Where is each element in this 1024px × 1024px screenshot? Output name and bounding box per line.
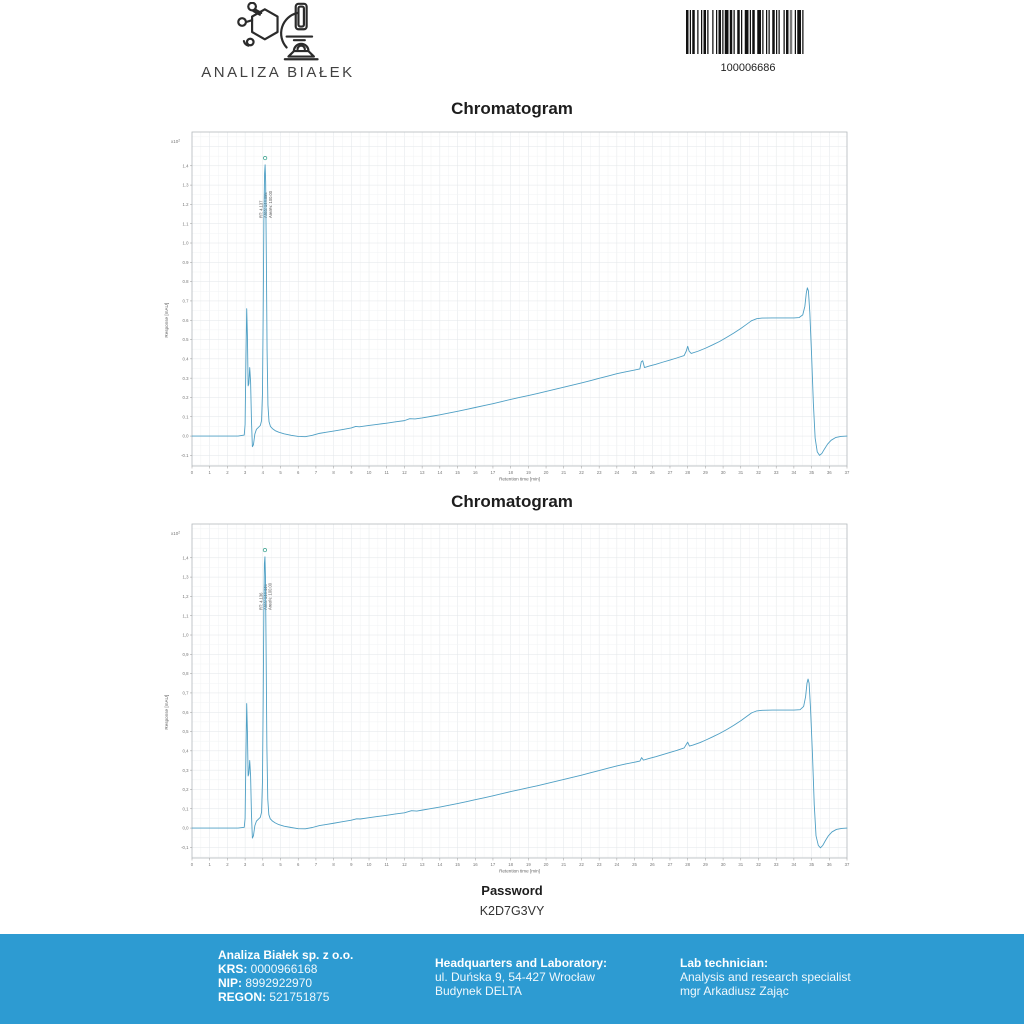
svg-text:Area%: 100.00: Area%: 100.00 [267, 582, 273, 610]
svg-text:0.3: 0.3 [182, 375, 189, 381]
svg-text:0,0: 0,0 [182, 825, 189, 831]
krs-value: 0000966168 [247, 962, 318, 976]
svg-text:6: 6 [297, 470, 300, 475]
svg-text:12: 12 [402, 862, 407, 867]
footer-company-info [218, 948, 353, 1004]
svg-text:0,2: 0,2 [182, 787, 189, 793]
svg-text:1.0: 1.0 [182, 240, 189, 246]
chromatogram-plot-2 [160, 519, 860, 884]
svg-text:1,0: 1,0 [182, 632, 189, 638]
svg-text:13: 13 [419, 862, 425, 867]
svg-text:3: 3 [243, 862, 247, 867]
chart-title: Chromatogram [451, 492, 573, 511]
svg-text:24: 24 [614, 470, 620, 475]
svg-text:13: 13 [419, 470, 425, 475]
svg-text:31: 31 [738, 470, 744, 475]
svg-text:1,4: 1,4 [182, 555, 189, 561]
company-name: Analiza Białek sp. z o.o. [218, 948, 354, 962]
svg-text:20: 20 [543, 862, 549, 867]
svg-text:19: 19 [525, 862, 531, 867]
svg-text:1,2: 1,2 [182, 593, 189, 599]
footer-technician [680, 956, 851, 998]
logo [198, 2, 358, 81]
svg-text:22: 22 [579, 470, 584, 475]
svg-text:RT: 4.136: RT: 4.136 [258, 592, 264, 610]
nip-label: NIP: [218, 976, 242, 990]
chart-title: Chromatogram [451, 99, 573, 118]
svg-text:Response [mAU]: Response [mAU] [164, 694, 169, 730]
svg-text:29: 29 [702, 862, 708, 867]
svg-text:9: 9 [350, 862, 353, 867]
svg-text:0.1: 0.1 [182, 414, 189, 420]
svg-text:Area: 144.986: Area: 144.986 [263, 192, 269, 218]
svg-text:27: 27 [667, 470, 673, 475]
svg-text:5: 5 [279, 862, 282, 867]
svg-text:Area: 144.446: Area: 144.446 [263, 584, 269, 610]
svg-text:x102: $x10^2$ [171, 138, 181, 144]
svg-text:0.8: 0.8 [182, 279, 189, 285]
svg-text:0.0: 0.0 [182, 433, 189, 439]
svg-text:10: 10 [366, 862, 372, 867]
svg-text:18: 18 [508, 470, 514, 475]
company-regon [218, 990, 353, 1004]
svg-text:Retention time [min]: Retention time [min] [499, 476, 540, 482]
svg-text:RT: 4.137: RT: 4.137 [258, 200, 264, 218]
svg-text:1: 1 [208, 470, 211, 475]
svg-text:9: 9 [350, 470, 353, 475]
headquarters-heading: Headquarters and Laboratory: [435, 956, 608, 970]
svg-text:17: 17 [490, 470, 496, 475]
regon-value: 521751875 [266, 990, 330, 1004]
svg-text:29: 29 [702, 470, 708, 475]
svg-text:-0,1: -0,1 [181, 844, 189, 850]
svg-text:5: 5 [279, 470, 282, 475]
regon-label: REGON: [218, 990, 266, 1004]
svg-text:21: 21 [561, 470, 567, 475]
barcode-number: 100006686 [720, 62, 776, 74]
svg-text:34: 34 [791, 862, 797, 867]
svg-text:1.1: 1.1 [182, 221, 189, 227]
svg-text:1: 1 [208, 862, 211, 867]
chromatogram-chart-1 [160, 127, 860, 492]
svg-text:36: 36 [826, 470, 832, 475]
company-krs [218, 962, 353, 976]
svg-text:21: 21 [561, 862, 567, 867]
svg-text:0,4: 0,4 [182, 748, 189, 754]
company-nip [218, 976, 353, 990]
svg-text:34: 34 [791, 470, 797, 475]
technician-heading: Lab technician: [680, 956, 769, 970]
svg-text:11: 11 [384, 862, 389, 867]
svg-text:0,1: 0,1 [182, 806, 189, 812]
svg-text:3: 3 [243, 470, 247, 475]
svg-text:32: 32 [756, 470, 761, 475]
svg-text:18: 18 [508, 862, 514, 867]
svg-text:26: 26 [649, 862, 655, 867]
svg-text:35: 35 [809, 470, 814, 475]
svg-text:x102: $x10^2$ [171, 530, 181, 536]
svg-text:35: 35 [809, 862, 814, 867]
svg-text:17: 17 [490, 862, 496, 867]
svg-text:0: 0 [190, 862, 194, 867]
password-label: Password [481, 883, 543, 898]
krs-label: KRS: [218, 962, 248, 976]
svg-text:16: 16 [472, 862, 478, 867]
svg-text:6: 6 [297, 862, 300, 867]
barcode [686, 10, 810, 54]
technician-title: Analysis and research specialist [680, 970, 851, 984]
svg-text:32: 32 [756, 862, 761, 867]
svg-text:24: 24 [614, 862, 620, 867]
svg-text:0,8: 0,8 [182, 671, 189, 677]
svg-text:36: 36 [826, 862, 832, 867]
svg-text:1.2: 1.2 [182, 201, 189, 207]
svg-text:0.7: 0.7 [182, 298, 189, 304]
svg-text:20: 20 [543, 470, 549, 475]
svg-text:0.5: 0.5 [182, 337, 189, 343]
svg-text:0.2: 0.2 [182, 395, 189, 401]
svg-text:15: 15 [455, 862, 460, 867]
svg-text:0,3: 0,3 [182, 767, 189, 773]
svg-text:8: 8 [332, 470, 335, 475]
svg-text:26: 26 [649, 470, 655, 475]
chromatogram-plot-1 [160, 127, 860, 492]
svg-text:27: 27 [667, 862, 673, 867]
svg-text:0,9: 0,9 [182, 651, 189, 657]
chemistry-microscope-icon [230, 2, 326, 62]
svg-text:7: 7 [314, 470, 318, 475]
svg-text:8: 8 [332, 862, 335, 867]
svg-text:30: 30 [720, 470, 726, 475]
svg-text:23: 23 [596, 470, 602, 475]
logo-text: ANALIZA BIAŁEK [201, 64, 355, 81]
svg-text:2: 2 [226, 470, 229, 475]
barcode-block [686, 10, 810, 74]
headquarters-building: Budynek DELTA [435, 984, 522, 998]
footer [0, 934, 1024, 1024]
svg-text:1.3: 1.3 [182, 182, 189, 188]
svg-text:Response [mAU]: Response [mAU] [164, 302, 169, 338]
svg-text:0,6: 0,6 [182, 709, 189, 715]
technician-name: mgr Arkadiusz Zając [680, 984, 789, 998]
nip-value: 8992922970 [242, 976, 313, 990]
svg-text:4: 4 [261, 470, 265, 475]
svg-text:Area%: 100.00: Area%: 100.00 [267, 190, 273, 218]
svg-text:10: 10 [366, 470, 372, 475]
svg-text:12: 12 [402, 470, 407, 475]
svg-text:15: 15 [455, 470, 460, 475]
svg-text:0,7: 0,7 [182, 690, 189, 696]
footer-headquarters [435, 956, 607, 998]
headquarters-address: ul. Duńska 9, 54-427 Wrocław [435, 970, 595, 984]
svg-text:Retention time [min]: Retention time [min] [499, 868, 540, 874]
svg-text:28: 28 [685, 470, 691, 475]
svg-text:0: 0 [190, 470, 194, 475]
svg-text:11: 11 [384, 470, 389, 475]
svg-text:14: 14 [437, 862, 443, 867]
svg-text:0.6: 0.6 [182, 317, 189, 323]
svg-text:2: 2 [226, 862, 229, 867]
svg-text:7: 7 [314, 862, 318, 867]
svg-text:28: 28 [685, 862, 691, 867]
svg-text:30: 30 [720, 862, 726, 867]
svg-text:37: 37 [844, 862, 850, 867]
svg-text:0.4: 0.4 [182, 356, 189, 362]
svg-text:14: 14 [437, 470, 443, 475]
svg-text:1,3: 1,3 [182, 574, 189, 580]
svg-text:23: 23 [596, 862, 602, 867]
svg-text:1.4: 1.4 [182, 163, 189, 169]
svg-text:0.9: 0.9 [182, 259, 189, 265]
svg-text:19: 19 [525, 470, 531, 475]
svg-text:37: 37 [844, 470, 850, 475]
svg-text:33: 33 [773, 862, 779, 867]
password-value: K2D7G3VY [479, 904, 545, 918]
svg-text:1,1: 1,1 [182, 613, 189, 619]
svg-text:4: 4 [261, 862, 265, 867]
svg-text:25: 25 [632, 862, 637, 867]
svg-text:22: 22 [579, 862, 584, 867]
svg-text:25: 25 [632, 470, 637, 475]
svg-text:31: 31 [738, 862, 744, 867]
svg-text:16: 16 [472, 470, 478, 475]
svg-text:-0.1: -0.1 [181, 452, 189, 458]
svg-text:0,5: 0,5 [182, 729, 189, 735]
svg-text:33: 33 [773, 470, 779, 475]
chromatogram-chart-2 [160, 519, 860, 884]
